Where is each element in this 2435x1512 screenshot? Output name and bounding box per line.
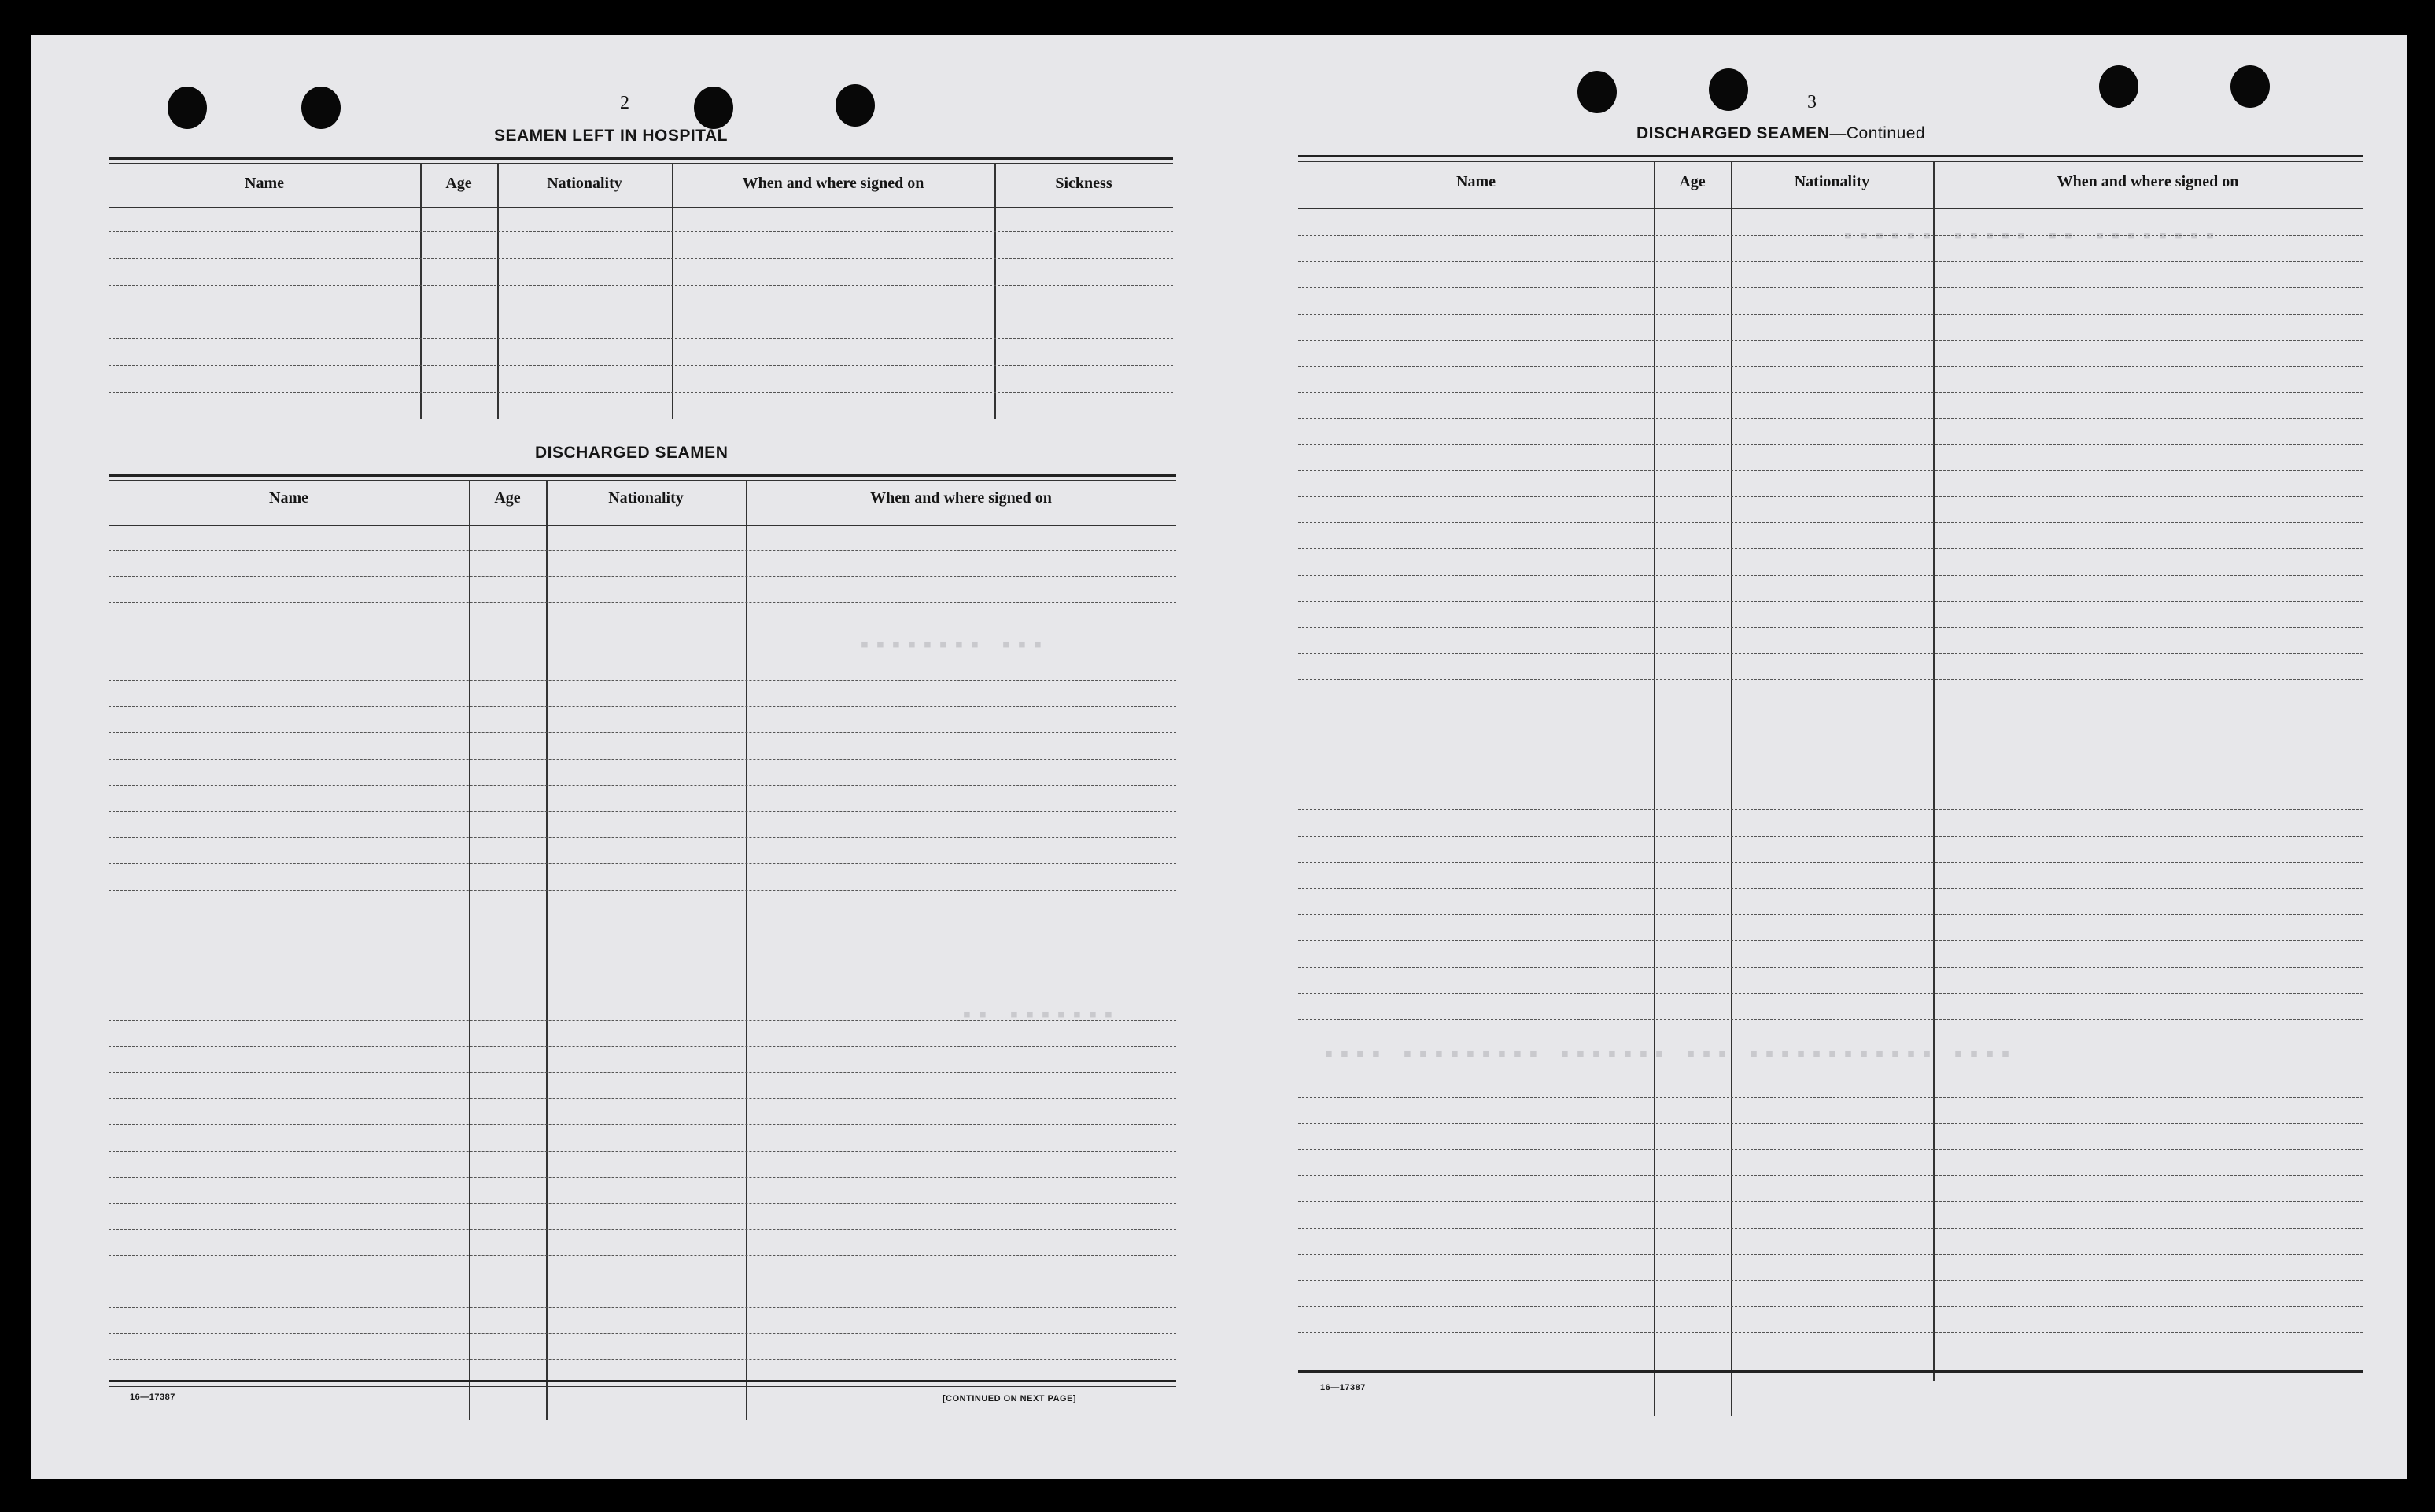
discharged-header-nationality: Nationality <box>608 489 684 507</box>
row-line <box>109 1307 1176 1308</box>
row-line <box>1298 679 2363 680</box>
row-line <box>109 759 1176 760</box>
row-line <box>109 1098 1176 1099</box>
discharged-column-divider <box>546 480 548 1420</box>
hospital-top-rule <box>109 157 1173 160</box>
punch-hole <box>836 84 875 127</box>
document-sheet <box>31 35 2407 1479</box>
row-line <box>109 576 1176 577</box>
discharged-bottom-rule-2 <box>109 1386 1176 1387</box>
bleed-through-text: ▪▪ ▪▪▪▪▪▪▪ <box>960 1003 1118 1030</box>
discharged-header-signed-on: When and where signed on <box>870 489 1052 507</box>
row-line <box>1298 1332 2363 1333</box>
punch-hole <box>301 87 341 129</box>
row-line <box>1298 653 2363 654</box>
row-line <box>1298 261 2363 262</box>
form-number-left: 16—17387 <box>130 1392 175 1402</box>
hospital-row-line <box>109 231 1173 232</box>
punch-hole <box>2230 65 2270 108</box>
continued-note: [CONTINUED ON NEXT PAGE] <box>943 1394 1077 1403</box>
hospital-row-line <box>109 392 1173 393</box>
row-line <box>1298 888 2363 889</box>
row-line <box>1298 496 2363 497</box>
row-line <box>1298 287 2363 288</box>
hospital-row-line <box>109 258 1173 259</box>
row-line <box>1298 940 2363 941</box>
row-line <box>1298 1306 2363 1307</box>
row-line <box>1298 366 2363 367</box>
hospital-column-divider <box>497 163 499 419</box>
row-line <box>1298 1019 2363 1020</box>
row-line <box>1298 444 2363 445</box>
hospital-section-title: SEAMEN LEFT IN HOSPITAL <box>494 127 728 145</box>
row-line <box>109 1046 1176 1047</box>
right-header-age: Age <box>1679 173 1706 190</box>
hospital-header-age: Age <box>445 175 472 192</box>
hospital-column-divider <box>994 163 996 419</box>
bleed-through-text: ▪▪▪▪▪▪▪▪ ▪▪▪ <box>858 633 1047 660</box>
row-line <box>109 1072 1176 1073</box>
form-number-right: 16—17387 <box>1320 1383 1366 1392</box>
row-line <box>109 811 1176 812</box>
row-line <box>1298 340 2363 341</box>
discharged-section-title: DISCHARGED SEAMEN <box>535 444 729 462</box>
row-line <box>1298 1123 2363 1124</box>
row-line <box>1298 418 2363 419</box>
page-number-right: 3 <box>1807 92 1817 112</box>
row-line <box>1298 862 2363 863</box>
discharged-header-rule <box>109 525 1176 526</box>
discharged-header-age: Age <box>494 489 521 507</box>
right-bottom-rule <box>1298 1370 2363 1373</box>
row-line <box>109 602 1176 603</box>
row-line <box>109 1151 1176 1152</box>
row-line <box>1298 993 2363 994</box>
discharged-bottom-rule <box>109 1380 1176 1382</box>
row-line <box>109 1333 1176 1334</box>
row-line <box>109 1255 1176 1256</box>
row-line <box>109 863 1176 864</box>
right-column-divider <box>1933 161 1935 1381</box>
hospital-row-line <box>109 285 1173 286</box>
hospital-header-rule <box>109 207 1173 208</box>
row-line <box>109 785 1176 786</box>
right-top-rule <box>1298 155 2363 157</box>
bleed-through-text: ▪▪▪▪ ▪▪▪▪▪▪▪▪▪ ▪▪▪▪▪▪▪ ▪▪▪ ▪▪▪▪▪▪▪▪▪▪▪▪ ▪▪▪▪ <box>1322 1042 2015 1069</box>
hospital-header-sickness: Sickness <box>1055 175 1112 192</box>
discharged-top-rule <box>109 474 1176 477</box>
row-line <box>1298 548 2363 549</box>
row-line <box>1298 1097 2363 1098</box>
hospital-header-nationality: Nationality <box>547 175 622 192</box>
row-line <box>109 1359 1176 1360</box>
row-line <box>1298 575 2363 576</box>
row-line <box>109 550 1176 551</box>
right-header-signed-on: When and where signed on <box>2057 173 2239 190</box>
hospital-row-line <box>109 365 1173 366</box>
row-line <box>109 1020 1176 1021</box>
discharged-top-rule-2 <box>109 480 1176 481</box>
discharged-continued-title: DISCHARGED SEAMEN—Continued <box>1636 124 1926 142</box>
row-line <box>1298 470 2363 471</box>
row-line <box>1298 392 2363 393</box>
row-line <box>109 1229 1176 1230</box>
hospital-column-divider <box>672 163 673 419</box>
row-line <box>1298 601 2363 602</box>
row-line <box>1298 1149 2363 1150</box>
row-line <box>109 680 1176 681</box>
punch-hole <box>1709 68 1748 111</box>
row-line <box>1298 235 2363 236</box>
discharged-column-divider <box>469 480 470 1420</box>
discharged-header-name: Name <box>269 489 308 507</box>
row-line <box>1298 627 2363 628</box>
row-line <box>109 1177 1176 1178</box>
hospital-column-divider <box>420 163 422 419</box>
row-line <box>1298 1280 2363 1281</box>
row-line <box>109 732 1176 733</box>
row-line <box>1298 1228 2363 1229</box>
punch-hole <box>168 87 207 129</box>
row-line <box>109 837 1176 838</box>
punch-hole <box>2099 65 2138 108</box>
hospital-top-rule-2 <box>109 163 1173 164</box>
hospital-row-line <box>109 338 1173 339</box>
right-header-rule <box>1298 208 2363 209</box>
punch-hole <box>1577 71 1617 113</box>
right-top-rule-2 <box>1298 161 2363 162</box>
row-line <box>1298 522 2363 523</box>
row-line <box>109 706 1176 707</box>
row-line <box>1298 1254 2363 1255</box>
page-number-left: 2 <box>620 93 629 113</box>
row-line <box>1298 914 2363 915</box>
row-line <box>1298 967 2363 968</box>
row-line <box>109 890 1176 891</box>
right-header-name: Name <box>1456 173 1496 190</box>
row-line <box>1298 836 2363 837</box>
row-line <box>1298 314 2363 315</box>
discharged-column-divider <box>746 480 747 1420</box>
right-header-nationality: Nationality <box>1794 173 1870 190</box>
row-line <box>1298 1201 2363 1202</box>
punch-hole <box>694 87 733 129</box>
hospital-header-signed-on: When and where signed on <box>742 175 924 192</box>
row-line <box>1298 1175 2363 1176</box>
row-line <box>109 1124 1176 1125</box>
hospital-header-name: Name <box>245 175 284 192</box>
row-line <box>109 1203 1176 1204</box>
row-line <box>1298 809 2363 810</box>
bleed-through-text: ▪▪▪▪▪▪ ▪▪▪▪▪ ▪▪ ▪▪▪▪▪▪▪▪ <box>1841 224 2219 251</box>
